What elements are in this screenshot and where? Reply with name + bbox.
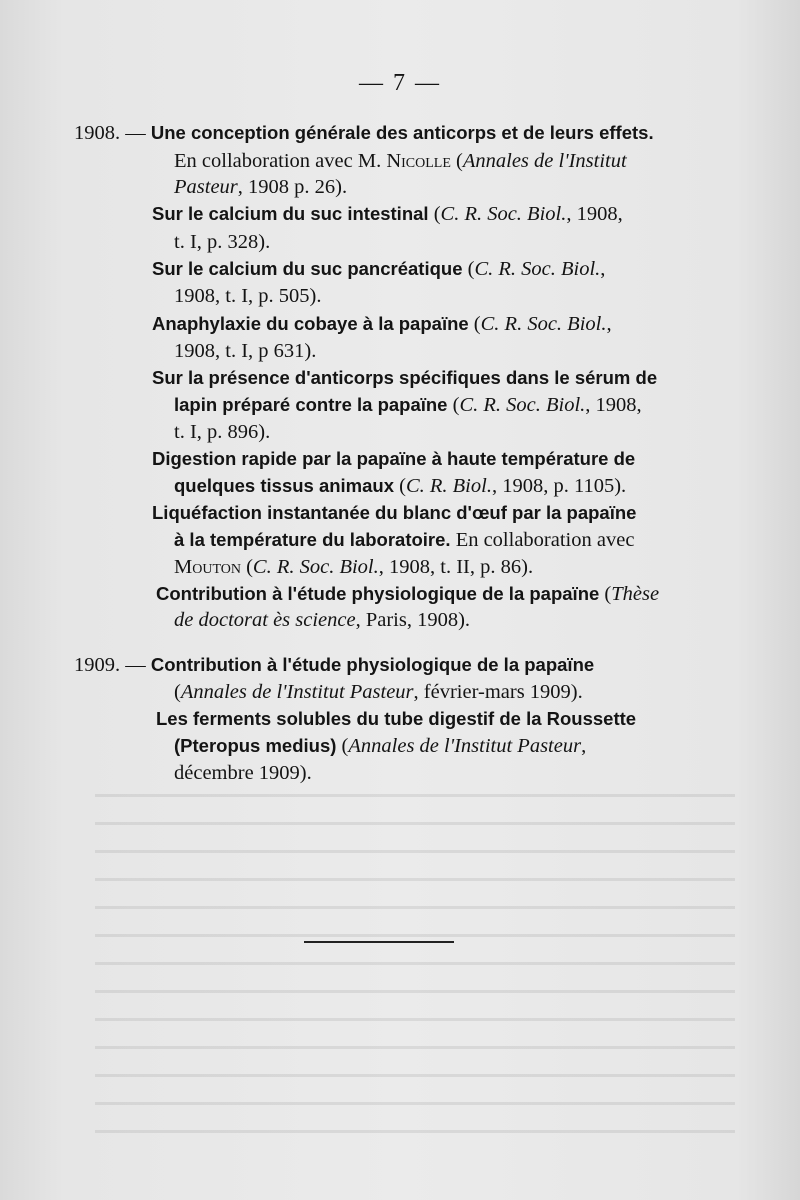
author-name: Mouton <box>174 556 241 578</box>
entry-1908-line-3 <box>174 174 347 200</box>
entry-title: Les ferments solubles du tube digestif de la Roussette <box>156 708 637 729</box>
entry-1908-7-line-1 <box>152 500 636 526</box>
paren-open: ( <box>456 150 463 172</box>
paren-open: ( <box>599 583 612 605</box>
paren-open: ( <box>240 556 253 578</box>
comma: , <box>606 313 612 335</box>
entry-title: Contribution à l'étude physiologique de la papaïne <box>150 654 595 675</box>
entry-1908-5-line-1 <box>152 365 657 391</box>
comma: , <box>600 258 606 280</box>
journal-name: Pasteur <box>174 176 238 198</box>
collab-text: En collaboration avec M. <box>174 150 382 172</box>
collab-text: En collaboration avec <box>450 529 635 551</box>
page-number: — 7 — <box>359 70 441 96</box>
author-name: Nicolle <box>386 150 451 172</box>
entry-1909-2-line-1 <box>156 706 636 732</box>
entry-title: Contribution à l'étude physiologique de la papaïne <box>156 583 600 604</box>
journal-name: de doctorat ès science <box>174 609 356 631</box>
paren-open: ( <box>336 735 349 757</box>
entry-1908-4-line-1 <box>152 311 612 337</box>
entry-1908-7-line-2 <box>174 527 634 553</box>
citation-rest: , février-mars 1909). <box>413 681 583 703</box>
year-1908: 1908. <box>74 122 121 144</box>
entry-1909-2-line-2 <box>174 733 586 759</box>
paren-open: ( <box>462 258 475 280</box>
citation-rest: , 1908, t. II, p. 86). <box>378 556 534 578</box>
citation-rest: décembre 1909). <box>174 762 312 784</box>
journal-name: Annales de l'Institut <box>462 150 627 172</box>
entry-1908-6-line-2 <box>174 473 626 499</box>
journal-name: Annales de l'Institut Pasteur <box>348 735 582 757</box>
entry-1908-line-2 <box>174 148 627 174</box>
journal-name: Annales de l'Institut Pasteur <box>180 681 414 703</box>
paren-open: ( <box>428 203 441 225</box>
entry-1908-8-line-2 <box>174 607 470 633</box>
citation-rest: , Paris, 1908). <box>355 609 471 631</box>
entry-title: Liquéfaction instantanée du blanc d'œuf par la papaïne <box>152 502 637 523</box>
entry-1908-5-line-2 <box>174 392 642 418</box>
entry-title: Sur le calcium du suc intestinal <box>152 203 429 224</box>
entry-1908-4-line-2 <box>174 338 316 364</box>
citation-rest: , 1908, <box>585 394 642 416</box>
year-dash: — <box>125 122 146 144</box>
entry-title: Anaphylaxie du cobaye à la papaïne <box>152 313 469 334</box>
entry-1908-2-line-2 <box>174 229 270 255</box>
paren-open: ( <box>447 394 460 416</box>
journal-name: C. R. Soc. Biol. <box>252 556 379 578</box>
paren-open: ( <box>174 681 181 703</box>
journal-name: C. R. Soc. Biol. <box>474 258 601 280</box>
journal-name: C. R. Soc. Biol. <box>480 313 607 335</box>
entry-1908-3-line-2 <box>174 283 321 309</box>
entry-title: Une conception générale des anticorps et de leurs effets. <box>150 122 654 143</box>
citation-rest: , 1908 p. 26). <box>237 176 348 198</box>
entry-1908-6-line-1 <box>152 446 635 472</box>
year-dash: — <box>125 654 146 676</box>
entry-1908-7-line-3 <box>174 554 533 580</box>
entry-1909-line-2 <box>174 679 583 705</box>
entry-1908-2-line-1 <box>152 201 623 227</box>
citation-rest: t. I, p. 328). <box>174 231 271 253</box>
entry-title: (Pteropus medius) <box>174 735 337 756</box>
entry-1909-line-1 <box>74 652 594 678</box>
entry-1908-3-line-1 <box>152 256 605 282</box>
citation-rest: 1908, t. I, p 631). <box>174 340 317 362</box>
entry-1908-5-line-3 <box>174 419 270 445</box>
entry-title: Digestion rapide par la papaïne à haute température de <box>152 448 636 469</box>
journal-name: C. R. Biol. <box>405 475 492 497</box>
end-rule <box>304 941 454 943</box>
entry-1909-2-line-3 <box>174 760 312 786</box>
entry-1908-8-line-1 <box>156 581 659 607</box>
entry-1908-line-1 <box>74 120 654 146</box>
citation-rest: 1908, t. I, p. 505). <box>174 285 322 307</box>
citation-rest: t. I, p. 896). <box>174 421 271 443</box>
citation-rest: , 1908, <box>566 203 623 225</box>
journal-name: C. R. Soc. Biol. <box>459 394 586 416</box>
paren-open: ( <box>394 475 406 497</box>
journal-name: Thèse <box>611 583 660 605</box>
paren-open: ( <box>468 313 481 335</box>
bleed-through-texture <box>95 780 735 1140</box>
entry-title: Sur la présence d'anticorps spécifiques dans le sérum de <box>152 367 658 388</box>
comma: , <box>581 735 587 757</box>
entry-title: à la température du laboratoire. <box>174 529 451 550</box>
entry-title: Sur le calcium du suc pancréatique <box>152 258 463 279</box>
year-1909: 1909. <box>74 654 121 676</box>
journal-name: C. R. Soc. Biol. <box>440 203 567 225</box>
entry-title: quelques tissus animaux <box>174 475 395 496</box>
entry-title: lapin préparé contre la papaïne <box>174 394 448 415</box>
citation-rest: , 1908, p. 1105). <box>491 475 627 497</box>
